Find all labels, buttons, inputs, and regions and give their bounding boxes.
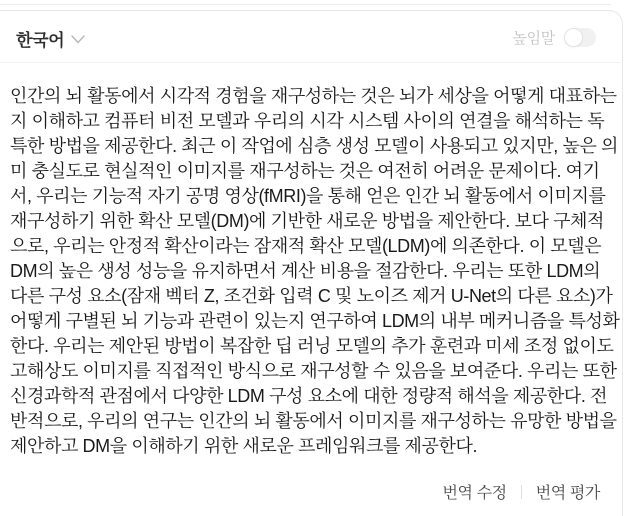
edit-translation-button[interactable]: 번역 수정 [442,480,506,503]
toggle-knob-icon [564,28,583,47]
honorific-label: 높임말 [512,30,555,47]
chevron-down-icon [71,35,85,44]
target-language-label: 한국어 [16,31,65,50]
translation-text[interactable]: 인간의 뇌 활동에서 시각적 경험을 재구성하는 것은 뇌가 세상을 어떻게 대표하는지 이해하고 컴퓨터 비전 모델과 우리의 시각 시스템 사이의 연결을 해석하는 독특한 방법을 제공한다. 최근 이 작업에 심층 생성 모델이 사용되고 있지만, 높은 의미 충실도로 현실적인 이미지를 재구성하는 것은 여전히 어려운 문제이다. 여기서, 우리는 기능적 자기 공명 영상(fMRI)을 통해 얻은 인간 뇌 활동에서 이미지를 재구성하기 위한 확산 모델(DM)에 기반한 새로운 방법을 제안한다. 보다 구체적으로, 우리는 안정적 확산이라는 잠재적 확산 모델(LDM)에 의존한다. 이 모델은 DM의 높은 생성 성능을 유지하면서 계산 비용을 절감한다. 우리는 또한 LDM의 다른 구성 요소(잠재 벡터 Z, 조건화 입력 C 및 노이즈 제거 U-Net의 다른 요소)가 어떻게 구별된 뇌 기능과 관련이 있는지 연구하여 LDM의 내부 메커니즘을 특성화한다. 우리는 제안된 방법이 복잡한 딥 러닝 모델의 추가 훈련과 미세 조정 없이도 고해상도 이미지를 직접적인 방식으로 재구성할 수 있음을 보여준다. 우리는 또한 신경과학적 관점에서 다양한 LDM 구성 요소에 대한 정량적 해석을 제공한다. 전반적으로, 우리의 연구는 인간의 뇌 활동에서 이미지를 재구성하는 유망한 방법을 제안하고 DM을 이해하기 위한 새로운 프레임워크를 제공한다. [10,86,620,456]
honorific-toggle[interactable] [564,28,596,47]
panel-footer [442,480,600,503]
honorific-control [512,27,596,48]
target-language-selector[interactable] [16,26,85,51]
header-separator [0,62,623,63]
rate-translation-button[interactable]: 번역 평가 [536,480,600,503]
top-divider [0,4,611,5]
footer-divider [521,485,522,499]
